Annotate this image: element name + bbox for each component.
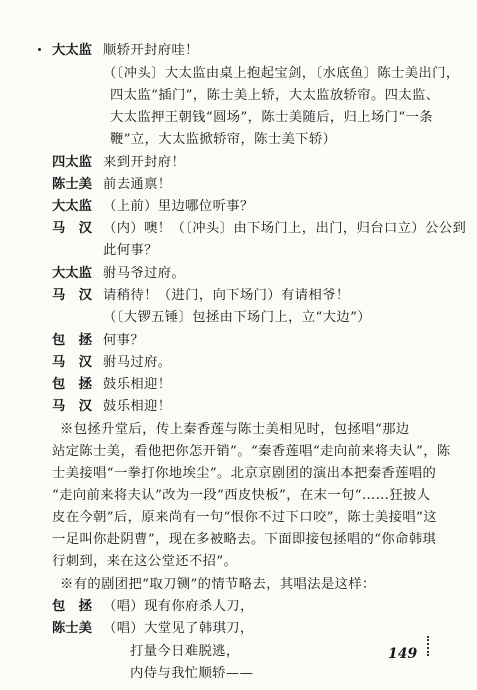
speaker-label: 马 汉	[52, 221, 92, 236]
stage-direction: （〔大锣五锤〕包拯由下场门上，立“大边”）	[103, 310, 371, 325]
dialogue-text: （唱）现有你府杀人刀，	[103, 599, 254, 614]
editorial-note: ※包拯升堂后，传上秦香莲与陈士美相见时，包拯唱“那边	[60, 422, 410, 437]
editorial-note: ※有的剧团把“取刀铡”的情节略去，其唱法是这样：	[60, 577, 376, 592]
stage-direction: （〔冲头〕大太监由桌上抱起宝剑，〔水底鱼〕陈士美出门，	[103, 66, 460, 81]
stage-direction: 大太监押王朝钱“圆场”，陈士美随后，归上场门“一条	[110, 110, 433, 125]
dialogue-text: 驸马过府。	[103, 355, 172, 370]
speaker-label: 四太监	[52, 155, 92, 170]
stage-direction: 四太监“插门”，陈士美上轿，大太监放轿帘。四太监、	[110, 88, 440, 103]
speaker-label: 马 汉	[52, 399, 92, 414]
speaker-label: 包 拯	[52, 377, 92, 392]
speaker-label: 大太监	[52, 199, 92, 214]
speaker-label: 陈士美	[52, 177, 92, 192]
speaker-label: 马 汉	[52, 288, 92, 303]
dialogue-text: 请稍待！（进门，向下场门）有请相爷！	[103, 288, 350, 303]
dialogue-text: （唱）大堂见了韩琪刀，	[103, 621, 254, 636]
editorial-note: 行刺到，来在这公堂还不招”。	[52, 554, 238, 569]
page-edge-mark	[427, 636, 431, 656]
editorial-note: 皮在今朝”后，原来尚有一句“恨你不过下口咬”，陈士美接唱“这	[52, 510, 437, 525]
speaker-label: 大太监	[52, 43, 92, 58]
speaker-label: 大太监	[52, 266, 92, 281]
editorial-note: 士美接唱“一拳打你地埃尘”。北京京剧团的演出本把秦香莲唱的	[52, 466, 437, 481]
dialogue-text: （内）噢！（〔冲头〕由下场门上，出门，归台口立）公公到	[103, 221, 467, 236]
stage-direction: 鞭”立，大太监掀轿帘，陈士美下轿）	[110, 132, 337, 147]
speaker-label: 陈士美	[52, 621, 92, 636]
dialogue-text: （上前）里边哪位听事？	[103, 199, 254, 214]
page-number: 149	[388, 646, 418, 662]
dialogue-text: 顺轿开封府哇！	[103, 43, 199, 58]
dialogue-text: 鼓乐相迎！	[103, 377, 172, 392]
verse-line: 打量今日难脱逃，	[130, 644, 240, 659]
editorial-note: “走向前来将夫认”改为一段“西皮快板”，在末一句“……狂披人	[52, 488, 431, 503]
dialogue-text: 前去通禀！	[103, 177, 172, 192]
speaker-label: 马 汉	[52, 355, 92, 370]
margin-mark	[38, 48, 41, 51]
verse-line: 内侍与我忙顺轿——	[130, 666, 254, 681]
dialogue-text: 驸马爷过府。	[103, 266, 186, 281]
speaker-label: 包 拯	[52, 333, 92, 348]
speaker-label: 包 拯	[52, 599, 92, 614]
editorial-note: 一足叫你赴阴曹”，现在多被略去。下面即接包拯唱的“你命韩琪	[52, 532, 437, 547]
dialogue-text: 鼓乐相迎！	[103, 399, 172, 414]
editorial-note: 站定陈士美，看他把你怎开销”。“秦香莲唱“走向前来将夫认”，陈	[52, 444, 451, 459]
dialogue-text: 何事？	[103, 333, 145, 348]
dialogue-continuation: 此何事？	[103, 243, 158, 258]
dialogue-text: 来到开封府！	[103, 155, 186, 170]
